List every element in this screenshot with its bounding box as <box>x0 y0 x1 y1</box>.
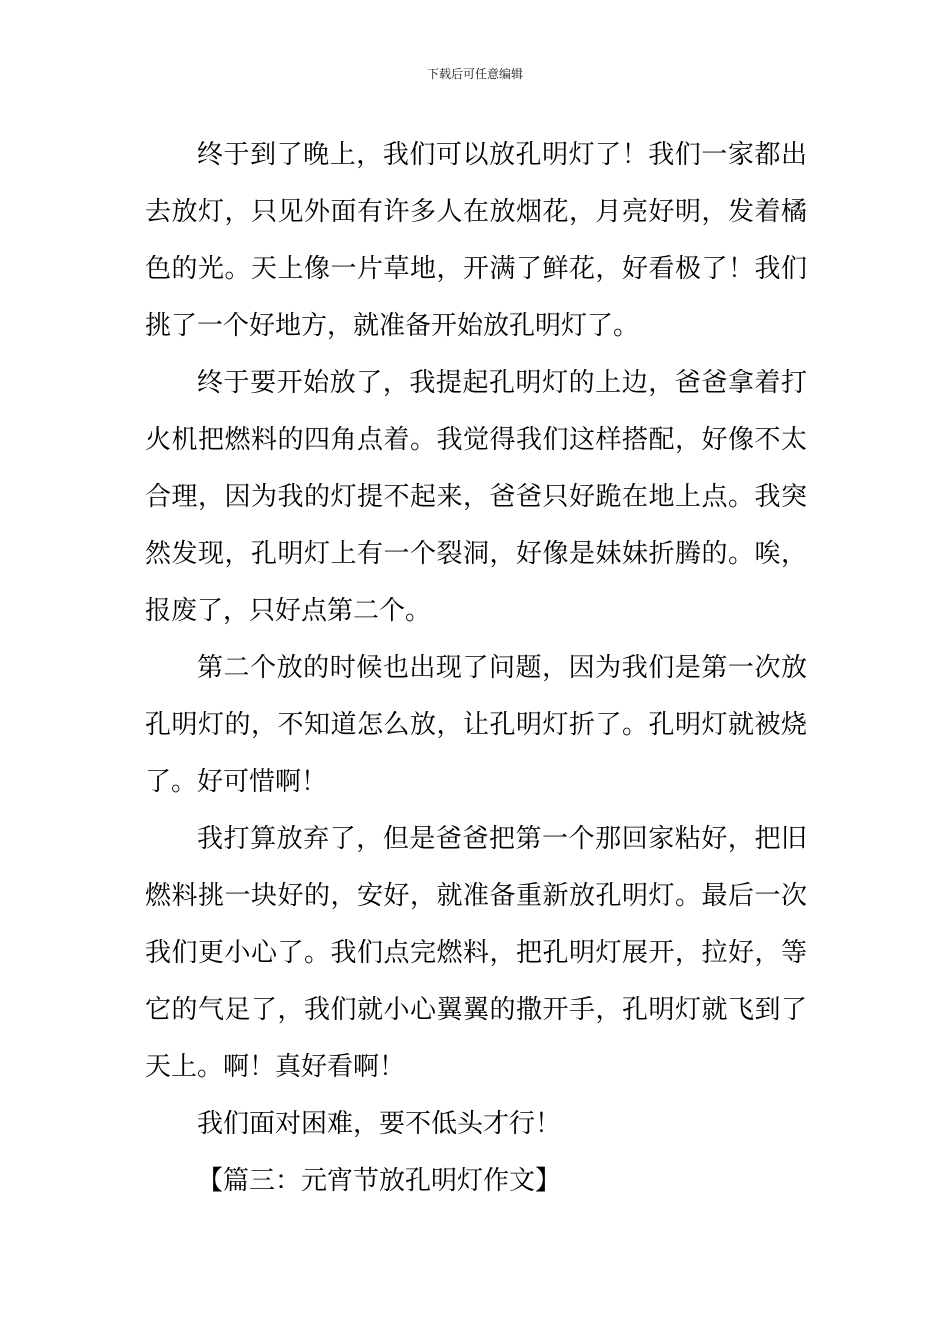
paragraph-5 <box>145 1096 807 1153</box>
paragraph-line: 去放灯，只见外面有许多人在放烟花，月亮好明，发着橘 <box>145 197 807 227</box>
paragraph-line: 终于到了晚上，我们可以放孔明灯了！我们一家都出 <box>197 140 807 170</box>
paragraph-line: 火机把燃料的四角点着。我觉得我们这样搭配，好像不太 <box>145 425 807 455</box>
paragraph-line: 天上。啊！真好看啊！ <box>145 1052 406 1082</box>
paragraph-3 <box>145 640 807 811</box>
page-header: 下载后可任意编辑 <box>426 67 523 81</box>
paragraph-4 <box>145 811 807 1096</box>
paragraph-line: 了。好可惜啊！ <box>145 767 328 797</box>
paragraph-line: 我们更小心了。我们点完燃料，把孔明灯展开，拉好，等 <box>145 938 807 968</box>
paragraph-line: 然发现，孔明灯上有一个裂洞，好像是妹妹折腾的。唉， <box>145 539 807 569</box>
paragraph-line: 它的气足了，我们就小心翼翼的撒开手，孔明灯就飞到了 <box>145 995 807 1025</box>
paragraph-1 <box>145 127 807 355</box>
paragraph-line: 挑了一个好地方，就准备开始放孔明灯了。 <box>145 311 640 341</box>
paragraph-line: 第二个放的时候也出现了问题，因为我们是第一次放 <box>197 653 807 683</box>
paragraph-line: 报废了，只好点第二个。 <box>145 596 432 626</box>
section-heading: 【篇三：元宵节放孔明灯作文】 <box>197 1166 562 1196</box>
paragraph-line: 孔明灯的，不知道怎么放，让孔明灯折了。孔明灯就被烧 <box>145 710 807 740</box>
paragraph-line: 我们面对困难，要不低头才行！ <box>197 1109 562 1139</box>
paragraph-line: 燃料挑一块好的，安好，就准备重新放孔明灯。最后一次 <box>145 881 807 911</box>
paragraph-line: 合理，因为我的灯提不起来，爸爸只好跪在地上点。我突 <box>145 482 807 512</box>
document-body <box>145 127 807 1210</box>
paragraph-2 <box>145 355 807 640</box>
paragraph-line: 我打算放弃了，但是爸爸把第一个那回家粘好，把旧 <box>197 824 807 854</box>
paragraph-line: 色的光。天上像一片草地，开满了鲜花，好看极了！我们 <box>145 254 807 284</box>
paragraph-line: 终于要开始放了，我提起孔明灯的上边，爸爸拿着打 <box>197 368 807 398</box>
